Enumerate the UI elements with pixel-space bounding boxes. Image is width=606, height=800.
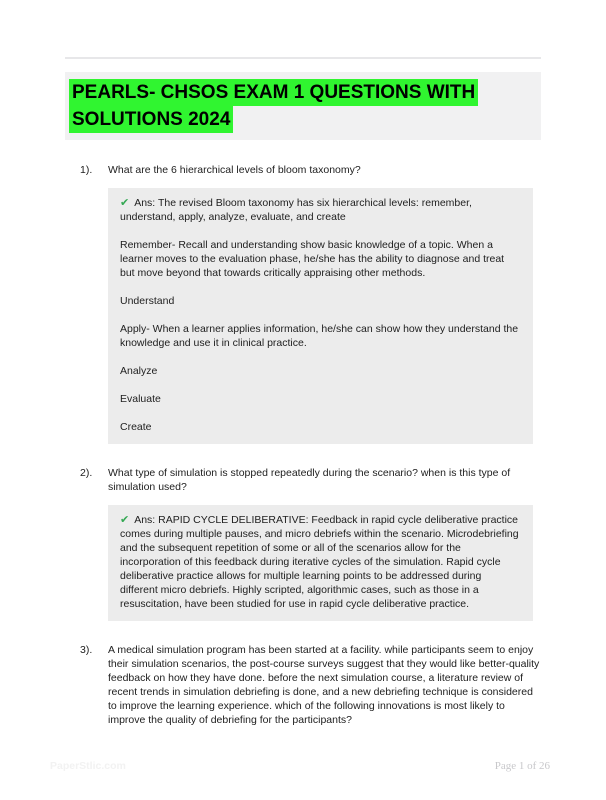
answer-paragraph: Apply- When a learner applies information, he/she can show how they understand the knowledge and use it in clinical practice.: [120, 323, 519, 349]
question-body: [108, 163, 541, 444]
answer-text: Ans: The revised Bloom taxonomy has six hierarchical levels: remember, understand, apply, analyze, evaluate, and create: [120, 197, 472, 223]
answer-paragraph: Create: [120, 421, 152, 433]
title-band: [65, 72, 541, 140]
question-body: [108, 466, 541, 621]
document-title: [69, 79, 533, 133]
question-number: 2).: [80, 467, 93, 479]
question-2: [80, 466, 541, 621]
answer-paragraph: Analyze: [120, 365, 158, 377]
top-divider: [65, 57, 541, 59]
title-line-1: PEARLS- CHSOS EXAM 1 QUESTIONS WITH: [69, 79, 478, 106]
watermark: PaperStlic.com: [50, 760, 126, 772]
question-text: A medical simulation program has been started at a facility. while participants seem to enjoy their simulation scenarios, the post-course surveys suggest that they would like better-quality feedback on how they have done. before the next simulation course, a literature review of recent trends in simulation debriefing is done, and a new debriefing technique is considered to improve the learning experience. which of the following innovations is most likely to improve the quality of debriefing for the participants?: [108, 644, 540, 726]
question-text: What are the 6 hierarchical levels of bloom taxonomy?: [108, 164, 361, 176]
question-text: What type of simulation is stopped repeatedly during the scenario? when is this type of simulation used?: [108, 467, 511, 493]
question-number: 3).: [80, 644, 93, 656]
check-icon: ✔: [120, 197, 130, 209]
answer-box: [108, 505, 533, 621]
answer-paragraph: Remember- Recall and understanding show basic knowledge of a topic. When a learner moves to the evaluation phase, he/she has the ability to diagnose and treat but move beyond that towards critically appraising other methods.: [120, 239, 505, 279]
answer-paragraph: [120, 513, 521, 611]
answer-paragraph: Evaluate: [120, 393, 161, 405]
questions-list: [80, 163, 541, 738]
answer-box: [108, 188, 533, 444]
check-icon: ✔: [120, 514, 130, 526]
page-footer: [50, 760, 550, 772]
question-body: [108, 643, 541, 738]
question-1: [80, 163, 541, 444]
question-3: [80, 643, 541, 738]
title-line-2: SOLUTIONS 2024: [69, 106, 233, 133]
answer-paragraph: Understand: [120, 295, 175, 307]
page-number: Page 1 of 26: [494, 760, 550, 772]
answer-paragraph: [120, 196, 521, 224]
question-number: 1).: [80, 164, 93, 176]
answer-text: Ans: RAPID CYCLE DELIBERATIVE: Feedback in rapid cycle deliberative practice comes during multiple pauses, and micro debriefs within the scenario. Microdebriefing and the subsequent repetition of some or all of the scenarios allow for the incorporation of this feedback during iterative cycles of the simulation. Rapid cycle deliberative practice allows for multiple learning points to be addressed during different micro debriefs. Highly scripted, algorithmic cases, such as those in a resuscitation, have been studied for use in rapid cycle deliberative practice.: [120, 514, 519, 610]
